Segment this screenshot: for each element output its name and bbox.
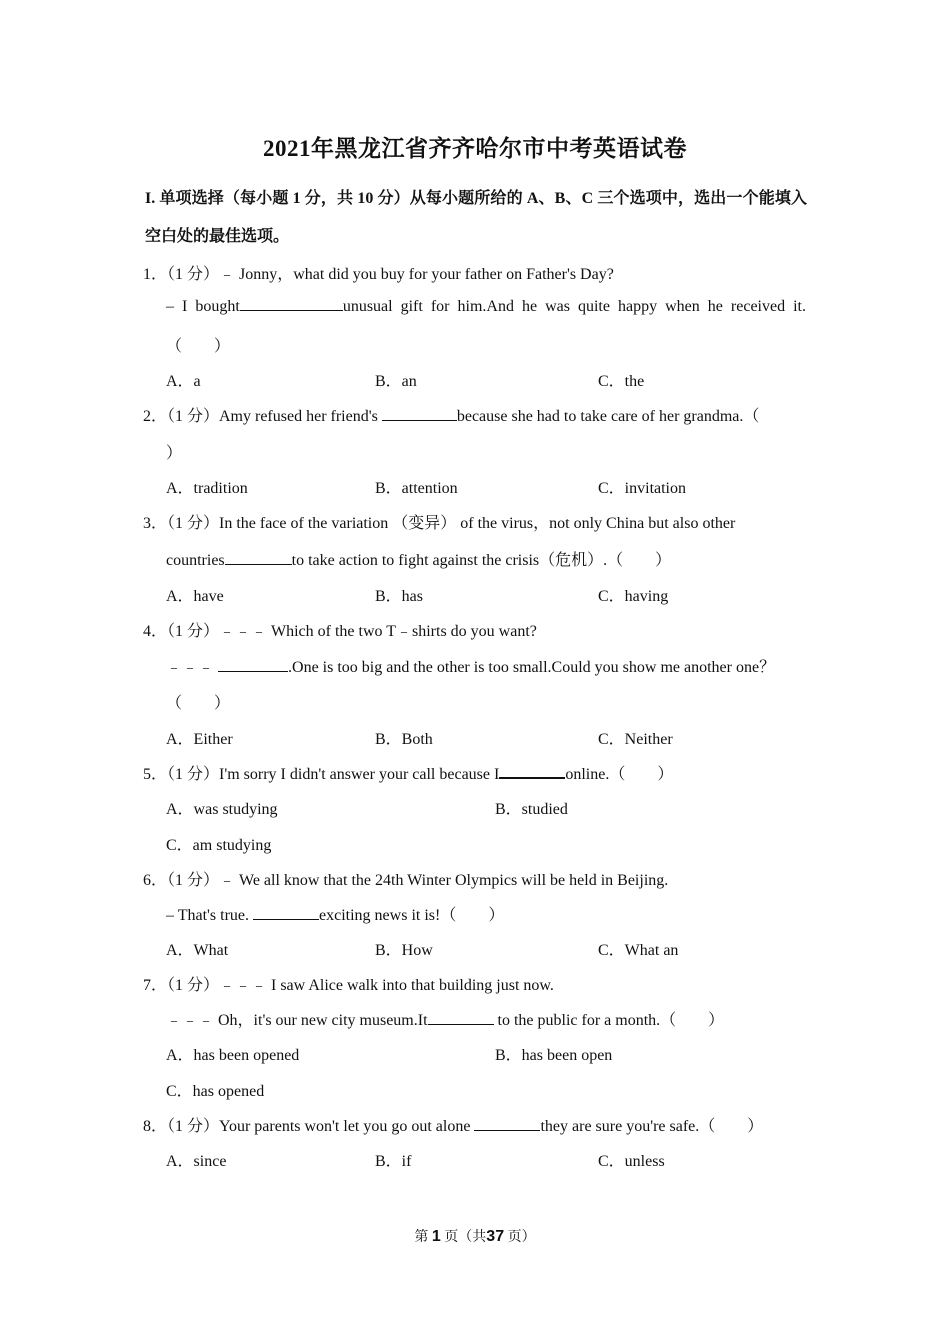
question-6-stem-part-b: exciting news it is!（ ）: [319, 907, 505, 924]
question-7-stem-part-a: ﹣﹣﹣ Oh，it's our new city museum.It: [166, 1012, 428, 1029]
question-7-option-c[interactable]: C．has opened: [166, 1083, 265, 1100]
question-2-stem: [143, 403, 759, 426]
question-1-option-c[interactable]: C．the: [598, 373, 645, 390]
page-title: 2021年黑龙江省齐齐哈尔市中考英语试卷: [263, 136, 687, 161]
question-1-stem: 1．（1 分）﹣ Jonny，what did you buy for your father on Father's Day?: [143, 266, 614, 283]
question-8-option-b[interactable]: B．if: [375, 1153, 412, 1170]
question-4-stem-line2: [166, 654, 775, 677]
question-4-stem: 4．（1 分）﹣﹣﹣ Which of the two T﹣shirts do you want?: [143, 623, 537, 640]
question-4-option-c[interactable]: C．Neither: [598, 731, 673, 748]
question-5-stem: [143, 761, 673, 784]
question-8-stem: [143, 1113, 763, 1136]
question-1-stem-part-b: unusual gift for him.And he was quite happy when he received it.: [342, 298, 806, 315]
answer-blank: [382, 406, 457, 421]
footer-middle: 页（共: [444, 1230, 487, 1245]
question-3-option-a[interactable]: A．have: [166, 588, 224, 605]
question-7-option-a[interactable]: A．has been opened: [166, 1047, 300, 1064]
question-3-stem-line2: [166, 547, 671, 570]
question-1-answer-bracket: （ ）: [166, 338, 231, 355]
question-3-option-c[interactable]: C．having: [598, 588, 669, 605]
question-5-option-a[interactable]: A．was studying: [166, 801, 278, 818]
question-2-option-a[interactable]: A．tradition: [166, 480, 248, 497]
question-7-stem-part-b: to the public for a month.（ ）: [493, 1012, 725, 1029]
answer-blank: [218, 657, 288, 672]
answer-blank: [253, 905, 319, 920]
question-8-option-c[interactable]: C．unless: [598, 1153, 665, 1170]
question-6-option-b[interactable]: B．How: [375, 942, 433, 959]
question-1-option-b[interactable]: B．an: [375, 373, 417, 390]
question-4-answer-bracket: （ ）: [166, 695, 231, 712]
question-6-stem-part-a: – That's true.: [166, 907, 254, 924]
question-5-option-c[interactable]: C．am studying: [166, 837, 272, 854]
question-8-stem-part-b: they are sure you're safe.（ ）: [540, 1118, 764, 1135]
question-4-option-b[interactable]: B．Both: [375, 731, 433, 748]
answer-blank: [474, 1116, 540, 1131]
answer-blank: [428, 1010, 494, 1025]
question-5-option-b[interactable]: B．studied: [495, 801, 568, 818]
question-2-stem-line2: ）: [166, 445, 183, 462]
section-heading: I. 单项选择（每小题 1 分，共 10 分）从每小题所给的 A、B、C 三个选项中，选出一个能填入空白处的最佳选项。: [145, 190, 807, 245]
question-2-stem-part-b: because she had to take care of her grandma.（: [456, 408, 760, 425]
question-5-stem-part-b: online.（ ）: [565, 766, 674, 783]
question-6-option-a[interactable]: A．What: [166, 942, 229, 959]
question-7-option-b[interactable]: B．has been open: [495, 1047, 613, 1064]
question-6-option-c[interactable]: C．What an: [598, 942, 679, 959]
question-7-stem: 7．（1 分）﹣﹣﹣ I saw Alice walk into that building just now.: [143, 977, 554, 994]
question-3-stem: 3．（1 分）In the face of the variation （变异） of the virus，not only China but also other: [143, 515, 736, 532]
question-3-option-b[interactable]: B．has: [375, 588, 424, 605]
footer-prefix: 第: [414, 1230, 429, 1245]
question-8-option-a[interactable]: A．since: [166, 1153, 227, 1170]
question-3-stem-part-a: countries: [166, 552, 225, 569]
answer-blank: [499, 763, 565, 779]
question-8-stem-part-a: 8．（1 分）Your parents won't let you go out alone: [143, 1118, 475, 1135]
question-1-stem-part-a: – I bought: [166, 298, 240, 315]
answer-blank: [240, 296, 343, 311]
question-7-stem-line2: [166, 1007, 724, 1030]
footer-total-pages: 37: [486, 1228, 505, 1245]
question-2-option-c[interactable]: C．invitation: [598, 480, 687, 497]
question-4-option-a[interactable]: A．Either: [166, 731, 233, 748]
question-4-stem-part-b: .One is too big and the other is too small.Could you show me another one？: [288, 659, 776, 676]
question-1-stem-line2: [166, 296, 806, 316]
question-1-option-a[interactable]: A．a: [166, 373, 201, 390]
question-2-option-b[interactable]: B．attention: [375, 480, 458, 497]
answer-blank: [225, 550, 292, 565]
question-6-stem: 6．（1 分）﹣ We all know that the 24th Winter Olympics will be held in Beijing.: [143, 872, 669, 889]
footer-page-number: 1: [431, 1228, 441, 1245]
question-2-stem-part-a: 2．（1 分）Amy refused her friend's: [143, 408, 382, 425]
question-5-stem-part-a: 5．（1 分）I'm sorry I didn't answer your call because I: [143, 766, 500, 783]
page-footer: [0, 1226, 950, 1246]
question-3-stem-part-b: to take action to fight against the crisis（危机）.（ ）: [291, 552, 672, 569]
question-4-stem-part-a: ﹣﹣﹣: [166, 659, 219, 676]
footer-suffix: 页）: [507, 1230, 536, 1245]
question-6-stem-line2: [166, 902, 504, 925]
